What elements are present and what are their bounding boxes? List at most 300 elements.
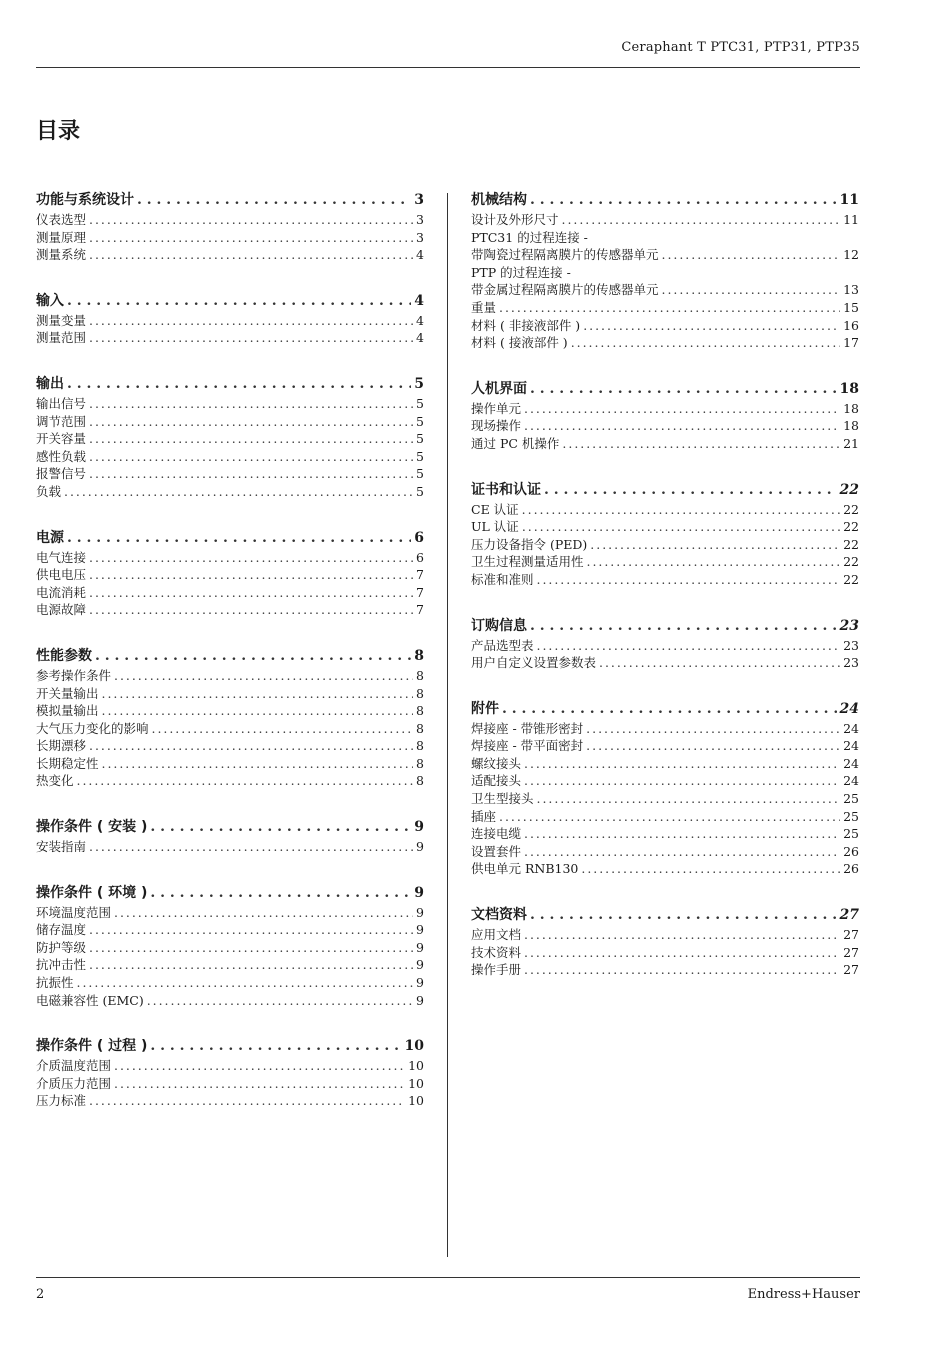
toc-left-column xyxy=(36,190,424,1137)
toc-entry-page: 8 xyxy=(416,738,424,754)
column-divider xyxy=(447,193,448,1257)
dot-leader xyxy=(537,790,841,808)
dot-leader xyxy=(89,921,413,939)
toc-entry-label: 负载 xyxy=(36,483,62,499)
toc-entry-page: 13 xyxy=(843,282,859,298)
dot-leader xyxy=(89,413,413,431)
toc-entry-page: 25 xyxy=(843,791,859,807)
dot-leader xyxy=(89,601,413,619)
toc-entry-page: 21 xyxy=(843,435,859,451)
toc-section-title: 机械结构 xyxy=(471,192,527,208)
toc-entry[interactable] xyxy=(471,772,859,790)
dot-leader xyxy=(530,905,837,925)
toc-entry-label: 卫生型接头 xyxy=(471,791,534,807)
toc-entry-label: 长期稳定性 xyxy=(36,755,99,771)
dot-leader xyxy=(89,838,413,856)
toc-entry-page: 27 xyxy=(843,944,859,960)
toc-entry-label: 技术资料 xyxy=(471,944,522,960)
dot-leader xyxy=(530,616,837,636)
toc-entry-label: 电气连接 xyxy=(36,549,87,565)
toc-entry[interactable] xyxy=(36,974,424,992)
toc-section-title: 文档资料 xyxy=(471,907,527,924)
toc-entry[interactable] xyxy=(471,417,859,435)
toc-entry[interactable] xyxy=(36,483,424,501)
toc-section-title: 性能参数 xyxy=(36,647,92,664)
toc-entry-page: 5 xyxy=(416,483,424,499)
toc-entry-page: 8 xyxy=(416,755,424,771)
toc-section-title: 输入 xyxy=(36,292,64,309)
toc-entry-label: 带金属过程隔离膜片的传感器单元 xyxy=(471,282,659,298)
toc-entry[interactable] xyxy=(36,720,424,738)
toc-entry[interactable] xyxy=(36,737,424,755)
dot-leader xyxy=(67,374,411,394)
toc-entry[interactable] xyxy=(36,312,424,330)
dot-leader xyxy=(89,448,413,466)
toc-entry-page: 11 xyxy=(843,212,859,227)
toc-entry-page: 10 xyxy=(408,1058,424,1074)
toc-entry-page: 8 xyxy=(416,703,424,719)
dot-leader xyxy=(544,480,837,500)
toc-entry[interactable] xyxy=(36,246,424,264)
header-rule xyxy=(36,67,860,68)
toc-entry-label: 仪表选型 xyxy=(36,212,87,227)
toc-entry-label: 模拟量输出 xyxy=(36,703,99,719)
toc-section xyxy=(471,480,859,589)
dot-leader xyxy=(583,317,840,335)
dot-leader xyxy=(502,699,837,719)
toc-entry-page: 22 xyxy=(843,536,859,552)
toc-entry[interactable] xyxy=(36,838,424,856)
toc-entry-page: 5 xyxy=(416,448,424,464)
dot-leader xyxy=(89,956,413,974)
toc-entry-label: 重量 xyxy=(471,299,497,315)
toc-entry-label: 测量系统 xyxy=(36,247,87,263)
toc-entry-page: 24 xyxy=(843,773,859,789)
dot-leader xyxy=(524,755,840,773)
toc-entry-label: 产品选型表 xyxy=(471,637,534,653)
toc-entry-prefix: PTC31 的过程连接 - xyxy=(471,229,588,245)
toc-entry-label: 介质压力范围 xyxy=(36,1075,112,1091)
toc-entry-label: 输出信号 xyxy=(36,395,87,411)
toc-entry[interactable] xyxy=(471,334,859,352)
toc-entry-page: 8 xyxy=(416,773,424,789)
dot-leader xyxy=(150,1036,401,1056)
toc-entry-label: 参考操作条件 xyxy=(36,667,112,683)
toc-section-page: 24 xyxy=(839,700,859,717)
dot-leader xyxy=(89,566,413,584)
dot-leader xyxy=(89,939,413,957)
toc-entry-label: 供电单元 RNB130 xyxy=(471,861,579,877)
toc-section-page: 4 xyxy=(414,292,424,309)
dot-leader xyxy=(152,720,414,738)
dot-leader xyxy=(662,246,841,264)
toc-entry-page: 22 xyxy=(843,554,859,570)
toc-entry-label: 测量范围 xyxy=(36,330,87,346)
toc-entry[interactable] xyxy=(36,211,424,229)
dot-leader xyxy=(562,435,840,453)
toc-section-page: 11 xyxy=(839,192,859,208)
dot-leader xyxy=(114,667,413,685)
toc-entry[interactable] xyxy=(36,956,424,974)
toc-section xyxy=(471,190,859,352)
toc-entry[interactable] xyxy=(471,299,859,317)
toc-entry-page: 18 xyxy=(843,400,859,416)
toc-entry-page: 9 xyxy=(416,922,424,938)
toc-entry[interactable] xyxy=(36,992,424,1010)
toc-entry[interactable] xyxy=(471,400,859,418)
toc-section-heading[interactable] xyxy=(471,616,859,636)
toc-entry[interactable] xyxy=(471,317,859,335)
toc-entry-label: 热变化 xyxy=(36,773,74,789)
toc-entry-label: UL 认证 xyxy=(471,519,519,535)
dot-leader xyxy=(89,430,413,448)
toc-entry-page: 5 xyxy=(416,431,424,447)
dot-leader xyxy=(587,553,841,571)
dot-leader xyxy=(524,400,840,418)
toc-entry-page: 4 xyxy=(416,247,424,263)
toc-section xyxy=(36,883,424,1010)
toc-section xyxy=(471,905,859,979)
toc-section xyxy=(471,616,859,672)
toc-entry[interactable] xyxy=(471,211,859,229)
footer-brand: Endress+Hauser xyxy=(747,1287,860,1302)
toc-entry-page: 25 xyxy=(843,808,859,824)
toc-entry-label: 用户自定义设置参数表 xyxy=(471,655,597,671)
toc-section xyxy=(36,374,424,501)
toc-entry-page: 17 xyxy=(843,335,859,351)
dot-leader xyxy=(590,536,840,554)
toc-section-page: 22 xyxy=(839,481,859,498)
toc-entry[interactable] xyxy=(471,536,859,554)
toc-entry[interactable] xyxy=(36,1057,424,1075)
toc-section-page: 9 xyxy=(414,884,424,901)
dot-leader xyxy=(89,329,413,347)
toc-entry-label: 电磁兼容性 (EMC) xyxy=(36,992,144,1008)
toc-entry-label: 储存温度 xyxy=(36,922,87,938)
toc-entry-label: 操作手册 xyxy=(471,962,522,978)
footer-rule xyxy=(36,1277,860,1278)
toc-section-title: 操作条件 ( 环境 ) xyxy=(36,884,148,901)
toc-section-title: 人机界面 xyxy=(471,380,527,397)
toc-entry[interactable] xyxy=(36,667,424,685)
toc-entry-label: 长期漂移 xyxy=(36,738,87,754)
toc-section-page: 5 xyxy=(414,375,424,392)
toc-entry[interactable] xyxy=(36,685,424,703)
dot-leader xyxy=(67,291,411,311)
toc-entry-label: 材料 ( 接液部件 ) xyxy=(471,335,568,351)
dot-leader xyxy=(150,817,411,837)
toc-section-title: 附件 xyxy=(471,700,499,717)
toc-section-heading[interactable] xyxy=(471,379,859,399)
toc-entry-label: 现场操作 xyxy=(471,418,522,434)
toc-section-heading[interactable] xyxy=(36,646,424,666)
toc-entry-page: 9 xyxy=(416,975,424,991)
dot-leader xyxy=(102,702,414,720)
toc-section-heading[interactable] xyxy=(36,817,424,837)
toc-entry-page: 8 xyxy=(416,720,424,736)
dot-leader xyxy=(89,737,413,755)
toc-entry-label: 环境温度范围 xyxy=(36,904,112,920)
toc-entry-page: 8 xyxy=(416,685,424,701)
toc-section-heading[interactable] xyxy=(36,291,424,311)
toc-section xyxy=(36,291,424,347)
toc-entry[interactable] xyxy=(36,702,424,720)
toc-entry[interactable] xyxy=(36,229,424,247)
toc-entry-label: 调节范围 xyxy=(36,413,87,429)
toc-section-heading[interactable] xyxy=(36,374,424,394)
dot-leader xyxy=(499,299,840,317)
toc-entry-label: 焊接座 - 带锥形密封 xyxy=(471,720,584,736)
toc-entry-page: 15 xyxy=(843,299,859,315)
toc-entry-label: 焊接座 - 带平面密封 xyxy=(471,738,584,754)
toc-entry[interactable] xyxy=(36,1092,424,1110)
toc-section-heading[interactable] xyxy=(471,480,859,500)
toc-section xyxy=(471,699,859,878)
dot-leader xyxy=(599,654,840,672)
toc-section-page: 8 xyxy=(414,647,424,664)
toc-section-page: 18 xyxy=(839,380,859,397)
toc-entry-label: 报警信号 xyxy=(36,466,87,482)
toc-entry[interactable] xyxy=(471,501,859,519)
toc-section-title: 订购信息 xyxy=(471,617,527,634)
toc-entry-page: 23 xyxy=(843,637,859,653)
toc-section-title: 证书和认证 xyxy=(471,481,541,498)
toc-section-heading[interactable] xyxy=(36,190,424,210)
dot-leader xyxy=(89,395,413,413)
toc-entry[interactable] xyxy=(471,737,859,755)
toc-section-heading[interactable] xyxy=(471,190,859,210)
toc-entry-label: 设计及外形尺寸 xyxy=(471,212,559,227)
toc-entry[interactable] xyxy=(36,772,424,790)
dot-leader xyxy=(89,1092,405,1110)
toc-entry-page: 24 xyxy=(843,738,859,754)
toc-section-title: 功能与系统设计 xyxy=(36,192,134,208)
toc-entry-page: 12 xyxy=(843,247,859,263)
toc-entry[interactable] xyxy=(471,281,859,299)
toc-entry[interactable] xyxy=(36,413,424,431)
toc-entry[interactable] xyxy=(36,465,424,483)
dot-leader xyxy=(89,465,413,483)
toc-entry[interactable] xyxy=(36,395,424,413)
dot-leader xyxy=(586,737,840,755)
toc-entry-label: 适配接头 xyxy=(471,773,522,789)
toc-entry-page: 5 xyxy=(416,413,424,429)
toc-section-title: 输出 xyxy=(36,375,64,392)
toc-entry-page: 5 xyxy=(416,395,424,411)
dot-leader xyxy=(524,772,840,790)
toc-entry[interactable] xyxy=(36,430,424,448)
toc-entry[interactable] xyxy=(471,755,859,773)
toc-entry[interactable] xyxy=(36,566,424,584)
toc-entry-label: 测量变量 xyxy=(36,312,87,328)
toc-entry-label: 电流消耗 xyxy=(36,584,87,600)
toc-section xyxy=(36,528,424,619)
toc-entry-page: 9 xyxy=(416,904,424,920)
toc-entry[interactable] xyxy=(471,571,859,589)
toc-entry-label: 防护等级 xyxy=(36,939,87,955)
toc-section-title: 操作条件 ( 过程 ) xyxy=(36,1038,148,1055)
dot-leader xyxy=(537,637,841,655)
dot-leader xyxy=(89,312,413,330)
toc-section xyxy=(36,646,424,790)
footer-page-number: 2 xyxy=(36,1287,45,1302)
dot-leader xyxy=(662,281,841,299)
toc-entry-label: 介质温度范围 xyxy=(36,1058,112,1074)
toc-entry[interactable] xyxy=(471,926,859,944)
toc-entry-page: 7 xyxy=(416,567,424,583)
toc-entry[interactable] xyxy=(36,939,424,957)
toc-entry-label: CE 认证 xyxy=(471,501,519,517)
dot-leader xyxy=(586,720,840,738)
toc-entry-label: 压力设备指令 (PED) xyxy=(471,536,588,552)
toc-entry[interactable] xyxy=(36,755,424,773)
toc-entry[interactable] xyxy=(471,808,859,826)
toc-entry-label: 插座 xyxy=(471,808,497,824)
dot-leader xyxy=(522,518,840,536)
toc-section-page: 23 xyxy=(839,617,859,634)
toc-section-heading[interactable] xyxy=(471,699,859,719)
dot-leader xyxy=(522,501,840,519)
toc-entry-page: 24 xyxy=(843,720,859,736)
toc-entry-label: 操作单元 xyxy=(471,400,522,416)
toc-entry[interactable] xyxy=(36,921,424,939)
toc-entry[interactable] xyxy=(471,553,859,571)
dot-leader xyxy=(530,190,837,210)
toc-entry-page: 9 xyxy=(416,957,424,973)
toc-entry[interactable] xyxy=(36,601,424,619)
toc-entry-label: 抗冲击性 xyxy=(36,957,87,973)
toc-entry[interactable] xyxy=(471,944,859,962)
toc-entry-page: 7 xyxy=(416,602,424,618)
toc-entry[interactable] xyxy=(471,825,859,843)
toc-entry-page: 4 xyxy=(416,312,424,328)
dot-leader xyxy=(150,883,411,903)
toc-entry-page: 22 xyxy=(843,519,859,535)
dot-leader xyxy=(89,229,413,247)
toc-entry[interactable] xyxy=(471,637,859,655)
dot-leader xyxy=(102,685,414,703)
toc-entry-page: 9 xyxy=(416,839,424,855)
toc-entry-label: 感性负载 xyxy=(36,448,87,464)
toc-section-title: 操作条件 ( 安装 ) xyxy=(36,819,148,836)
toc-entry[interactable] xyxy=(36,584,424,602)
toc-right-column xyxy=(471,190,859,1006)
toc-entry[interactable] xyxy=(471,435,859,453)
dot-leader xyxy=(524,825,840,843)
header-doc-title: Ceraphant T PTC31, PTP31, PTP35 xyxy=(621,40,860,55)
dot-leader xyxy=(77,974,414,992)
toc-entry-label: 开关量输出 xyxy=(36,685,99,701)
dot-leader xyxy=(530,379,837,399)
toc-entry-page: 3 xyxy=(416,229,424,245)
toc-entry-page: 8 xyxy=(416,667,424,683)
toc-entry-label: 电源故障 xyxy=(36,602,87,618)
toc-entry[interactable] xyxy=(471,518,859,536)
toc-entry[interactable] xyxy=(36,904,424,922)
toc-entry[interactable] xyxy=(471,720,859,738)
toc-entry-page: 10 xyxy=(408,1075,424,1091)
toc-entry[interactable] xyxy=(471,843,859,861)
toc-entry[interactable] xyxy=(36,448,424,466)
toc-entry-label: 供电电压 xyxy=(36,567,87,583)
page-title: 目录 xyxy=(36,119,81,144)
dot-leader xyxy=(524,944,840,962)
toc-section-page: 10 xyxy=(404,1038,424,1055)
dot-leader xyxy=(89,211,413,229)
toc-entry-page: 7 xyxy=(416,584,424,600)
dot-leader xyxy=(524,961,840,979)
dot-leader xyxy=(114,904,413,922)
toc-section xyxy=(471,379,859,453)
toc-entry-page: 23 xyxy=(843,655,859,671)
toc-entry-page: 9 xyxy=(416,992,424,1008)
toc-entry-page: 4 xyxy=(416,330,424,346)
toc-section xyxy=(36,817,424,856)
toc-entry-page: 25 xyxy=(843,826,859,842)
toc-entry-page: 22 xyxy=(843,571,859,587)
toc-section-heading[interactable] xyxy=(36,1036,424,1056)
toc-entry-label: 测量原理 xyxy=(36,229,87,245)
toc-section-page: 9 xyxy=(414,819,424,836)
dot-leader xyxy=(67,528,411,548)
toc-entry[interactable] xyxy=(471,654,859,672)
dot-leader xyxy=(114,1075,405,1093)
toc-entry-label: 大气压力变化的影响 xyxy=(36,720,149,736)
toc-entry-label: 材料 ( 非接液部件 ) xyxy=(471,317,581,333)
toc-entry[interactable] xyxy=(36,549,424,567)
toc-entry[interactable] xyxy=(471,246,859,264)
toc-entry-label: 通过 PC 机操作 xyxy=(471,435,560,451)
dot-leader xyxy=(537,571,841,589)
dot-leader xyxy=(581,860,840,878)
toc-entry-page: 9 xyxy=(416,939,424,955)
dot-leader xyxy=(89,246,413,264)
toc-entry-prefix: PTP 的过程连接 - xyxy=(471,264,571,280)
toc-entry-label: 带陶瓷过程隔离膜片的传感器单元 xyxy=(471,247,659,263)
toc-entry[interactable] xyxy=(36,329,424,347)
toc-entry-page: 24 xyxy=(843,755,859,771)
toc-entry-label: 抗振性 xyxy=(36,975,74,991)
toc-section-heading[interactable] xyxy=(471,905,859,925)
toc-entry-label: 安装指南 xyxy=(36,839,87,855)
dot-leader xyxy=(114,1057,405,1075)
toc-section-heading[interactable] xyxy=(36,528,424,548)
toc-entry-page: 27 xyxy=(843,927,859,943)
dot-leader xyxy=(524,417,840,435)
toc-entry[interactable] xyxy=(471,790,859,808)
toc-section-page: 6 xyxy=(414,529,424,546)
toc-entry[interactable] xyxy=(471,961,859,979)
toc-entry-label: 设置套件 xyxy=(471,843,522,859)
dot-leader xyxy=(64,483,413,501)
toc-entry-page: 6 xyxy=(416,549,424,565)
toc-entry-page: 16 xyxy=(843,317,859,333)
toc-entry[interactable] xyxy=(36,1075,424,1093)
toc-entry[interactable] xyxy=(471,860,859,878)
toc-entry-label: 压力标准 xyxy=(36,1093,87,1109)
toc-entry-page: 5 xyxy=(416,466,424,482)
dot-leader xyxy=(137,190,411,210)
toc-section-heading[interactable] xyxy=(36,883,424,903)
dot-leader xyxy=(89,549,413,567)
dot-leader xyxy=(77,772,414,790)
toc-section xyxy=(36,190,424,264)
toc-entry-page: 18 xyxy=(843,418,859,434)
toc-entry-page: 26 xyxy=(843,843,859,859)
toc-entry-label: 卫生过程测量适用性 xyxy=(471,554,584,570)
dot-leader xyxy=(95,646,411,666)
toc-entry-label: 螺纹接头 xyxy=(471,755,522,771)
